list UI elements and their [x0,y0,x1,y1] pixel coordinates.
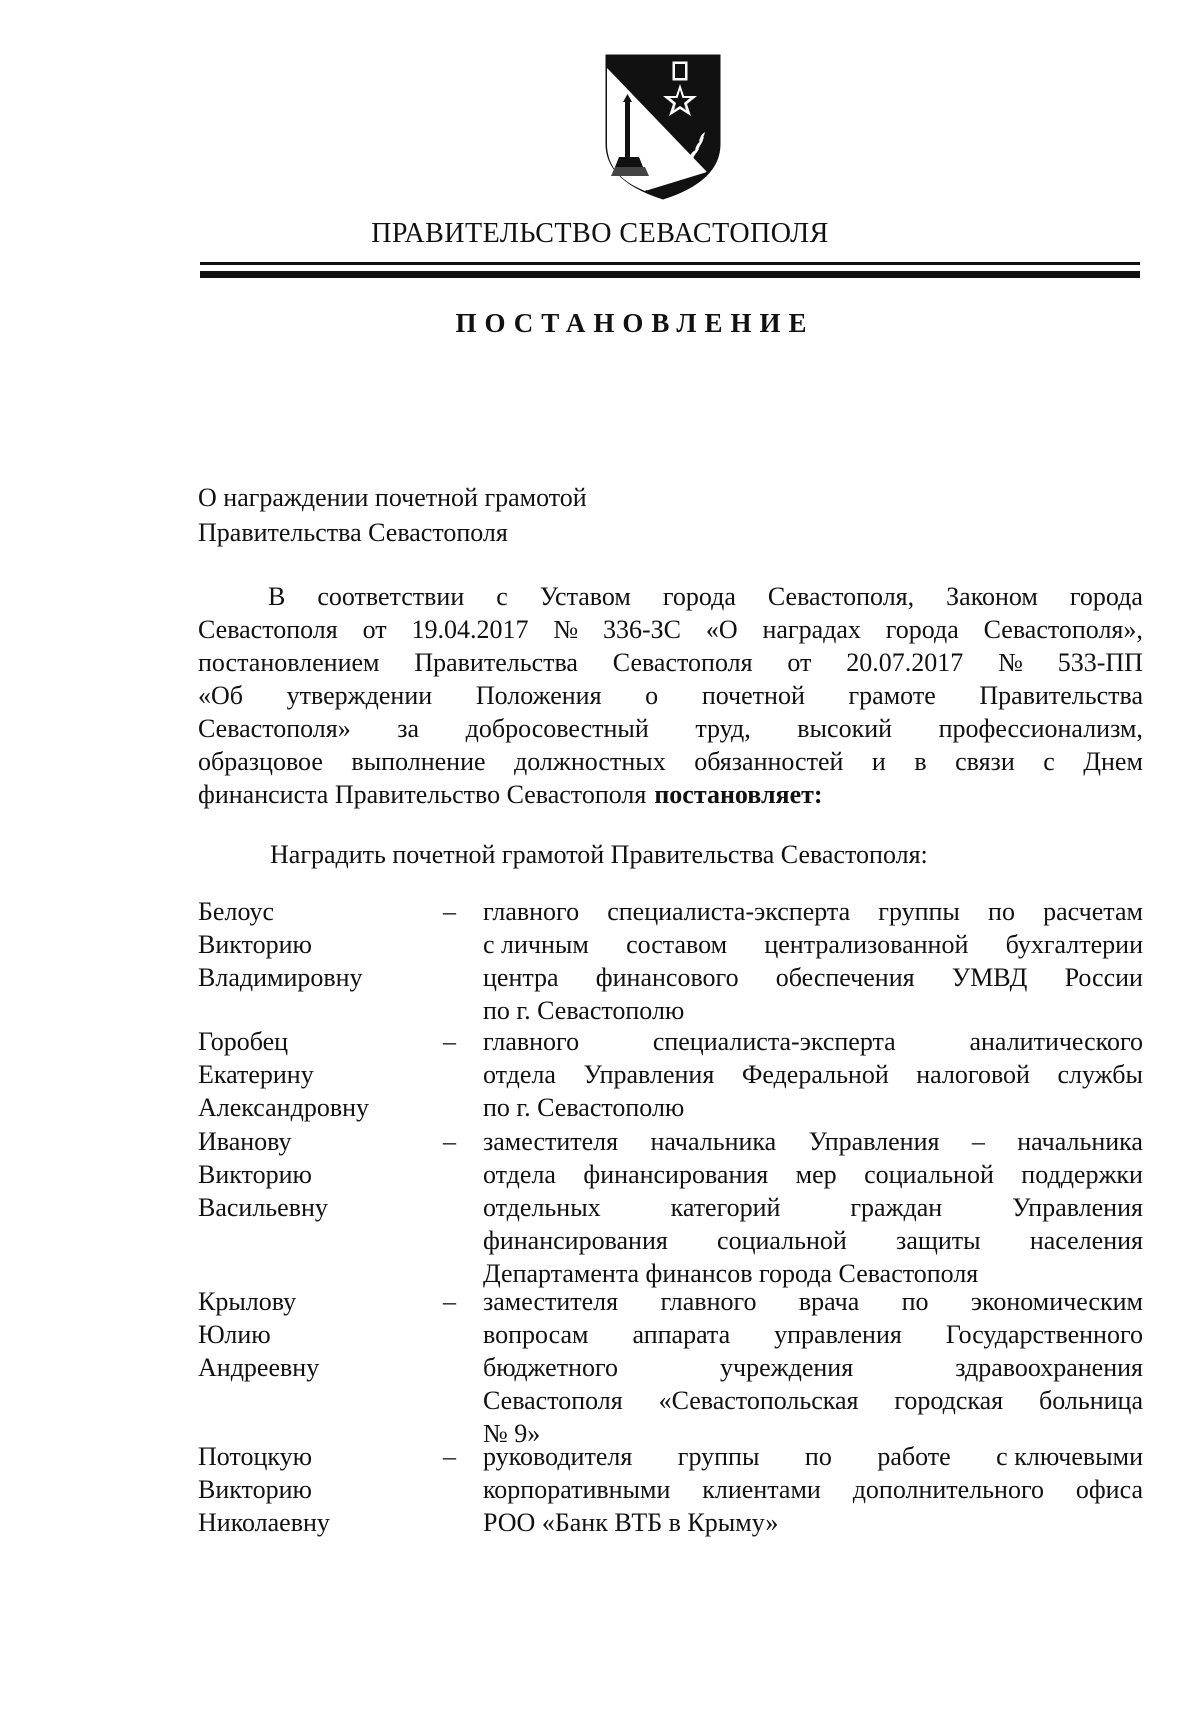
preamble-word: почетной [701,681,805,710]
preamble-word: от [362,615,387,644]
awardee-name-line: Потоцкую [198,1442,313,1471]
position-line [483,1058,1143,1091]
position-last-line: по г. Севастополю [483,996,685,1025]
position-last-line: по г. Севастополю [483,1093,685,1122]
preamble-word: В [268,582,286,611]
position-word: финансирования [583,1160,769,1189]
preamble-word: выполнение [351,747,486,776]
decree-word: постановляет: [654,780,823,809]
awardee-name-line: Екатерину [198,1060,314,1089]
position-word: офиса [1075,1475,1143,1504]
position-word: аппарата [632,1320,731,1349]
position-word: расчетам [1043,897,1143,926]
position-line [483,1025,1143,1058]
preamble-word: обязанностей [694,747,844,776]
position-line [483,1384,1143,1417]
position-last-line: № 9» [483,1419,541,1448]
position-line [483,1158,1143,1191]
position-word: по [804,1442,832,1471]
position-line [483,1318,1143,1351]
awardee-name-line: Владимировну [198,963,363,992]
position-line [483,928,1143,961]
position-word: – [971,1127,985,1156]
position-word: вопросам [483,1320,589,1349]
position-word: специалиста-эксперта [652,1027,896,1056]
awardee-position [483,1025,1143,1124]
awardee-name-line: Васильевну [198,1193,328,1222]
preamble-word: Положения [475,681,602,710]
position-word: граждан [850,1193,943,1222]
preamble-word: Севастополя» [198,714,351,743]
preamble-word: наградах [762,615,861,644]
position-word: группы [878,897,960,926]
preamble-word: связи [955,747,1015,776]
position-line [483,1224,1143,1257]
awardee-name-line: Андреевну [198,1353,320,1382]
position-word: службы [1057,1060,1143,1089]
preamble-word: 19.04.2017 [411,615,529,644]
position-word: обеспечения [775,963,915,992]
preamble-word: образцовое [198,747,323,776]
awardee-name-line: Викторию [198,1475,312,1504]
position-word: России [1064,963,1143,992]
position-word: главного [483,1027,580,1056]
awardee-position [483,1125,1143,1290]
position-line [483,1440,1143,1473]
position-word: финансового [595,963,739,992]
awardee-name [198,1125,418,1224]
position-line [483,1351,1143,1384]
preamble-word: города [662,582,736,611]
position-line [483,895,1143,928]
position-last-line: РОО «Банк ВТБ в Крыму» [483,1508,779,1537]
position-word: «Севастопольская [658,1386,859,1415]
position-word: главного [660,1287,757,1316]
position-word: клиентами [702,1475,821,1504]
position-line [483,1125,1143,1158]
header-thick-rule [200,271,1140,278]
sevastopol-coat-of-arms-icon [603,52,723,202]
position-word: аналитического [969,1027,1143,1056]
preamble-word: соответствии [317,582,465,611]
awardee-name-line: Горобец [198,1027,289,1056]
position-word: корпоративными [483,1475,671,1504]
preamble-word: профессионализм, [938,714,1143,743]
awardee-dash: – [443,1127,456,1156]
position-word: отдельных [483,1193,601,1222]
position-word: защиты [896,1226,981,1255]
position-word: налоговой [916,1060,1030,1089]
awardee-name-line: Юлию [198,1320,271,1349]
position-word: бухгалтерии [1005,930,1143,959]
position-word: дополнительного [852,1475,1044,1504]
preamble-word: Севастополя [612,648,753,677]
preamble-word: добросовестный [465,714,649,743]
position-word: Государственного [945,1320,1143,1349]
awardee-dash: – [443,1442,456,1471]
position-line [483,1473,1143,1506]
position-word: центра [483,963,559,992]
preamble-word: № [553,615,579,644]
government-title: ПРАВИТЕЛЬСТВО СЕВАСТОПОЛЯ [371,218,829,249]
preamble-line [198,712,1143,745]
preamble-word: грамоте [848,681,936,710]
awardee-position [483,1285,1143,1450]
position-word: руководителя [483,1442,633,1471]
preamble-word: постановлением [198,648,380,677]
position-word: управления [774,1320,902,1349]
preamble-word: с [496,582,508,611]
preamble-word: с [1043,747,1055,776]
preamble-text: финансиста Правительство Севастополя [198,780,647,809]
position-word: с личным [483,930,589,959]
position-word: поддержки [1021,1160,1143,1189]
preamble-line [198,745,1143,778]
position-word: больница [1038,1386,1143,1415]
preamble-word: от [787,648,812,677]
awardee-dash: – [443,897,456,926]
position-word: Федеральной [741,1060,889,1089]
awardee-position [483,1440,1143,1539]
awardee-name [198,1440,418,1539]
position-word: централизованной [764,930,969,959]
header-thin-rule [200,262,1140,265]
preamble-word: должностных [514,747,666,776]
preamble-word: города [885,615,959,644]
preamble-word: Правительства [979,681,1143,710]
position-word: учреждения [720,1353,854,1382]
position-word: Управления [1012,1193,1143,1222]
preamble-word: труд, [695,714,751,743]
position-last-line: Департамента финансов города Севастополя [483,1259,979,1288]
preamble-word: 336-ЗС [602,615,681,644]
preamble-word: за [397,714,420,743]
preamble-word: Севастополя [198,615,338,644]
preamble-line [198,646,1143,679]
awardee-name [198,895,418,994]
preamble-word: Севастополя, [767,582,915,611]
preamble-word: Правительства [414,648,578,677]
position-word: главного [483,897,580,926]
preamble-word: высокий [797,714,893,743]
position-word: с ключевыми [996,1442,1143,1471]
position-word: по [901,1287,929,1316]
position-word: финансирования [483,1226,668,1255]
preamble-word: «О [705,615,738,644]
position-word: здравоохранения [955,1353,1143,1382]
preamble-word: в [914,747,927,776]
awardee-dash: – [443,1287,456,1316]
position-word: Управления [583,1060,715,1089]
preamble-word: и [871,747,886,776]
position-word: специалиста-эксперта [607,897,851,926]
position-word: работе [877,1442,951,1471]
position-word: мер [795,1160,837,1189]
awardee-name [198,1285,418,1384]
preamble-word: Севастополя», [983,615,1143,644]
position-word: Управления [808,1127,940,1156]
position-word: городская [894,1386,1004,1415]
preamble-paragraph [198,580,1143,811]
preamble-word: Законом [946,582,1038,611]
preamble-word: 20.07.2017 [846,648,964,677]
awardee-name-line: Николаевну [198,1508,330,1537]
position-word: социальной [864,1160,994,1189]
awardee-name [198,1025,418,1124]
preamble-word: Днем [1083,747,1143,776]
position-word: УМВД [951,963,1028,992]
awardee-position [483,895,1143,1027]
award-intro: Наградить почетной грамотой Правительства Севастополя: [270,840,928,869]
position-line [483,961,1143,994]
position-word: отдела [483,1060,556,1089]
position-line [483,1285,1143,1318]
position-word: начальника [1017,1127,1143,1156]
subject-line: О награждении почетной грамотой [198,483,587,512]
preamble-line [198,613,1143,646]
preamble-word: утверждении [286,681,433,710]
preamble-word: № [998,648,1023,677]
preamble-word: Уставом [539,582,631,611]
subject-line: Правительства Севастополя [198,518,508,547]
awardee-name-line: Викторию [198,1160,312,1189]
position-word: Севастополя [483,1386,623,1415]
position-word: отдела [483,1160,556,1189]
preamble-word: города [1069,582,1143,611]
position-word: составом [626,930,728,959]
awardee-name-line: Белоус [198,897,274,926]
position-word: начальника [650,1127,777,1156]
preamble-word: о [645,681,659,710]
position-word: заместителя [483,1287,619,1316]
preamble-last-line [198,778,1143,811]
preamble-line [198,679,1143,712]
position-word: группы [677,1442,760,1471]
document-subject [198,480,587,550]
document-type-heading: ПОСТАНОВЛЕНИЕ [455,308,815,338]
position-word: категорий [670,1193,781,1222]
preamble-word: «Об [198,681,244,710]
position-word: заместителя [483,1127,619,1156]
position-line [483,1191,1143,1224]
awardee-name-line: Викторию [198,930,312,959]
position-word: бюджетного [483,1353,619,1382]
awardee-name-line: Крылову [198,1287,297,1316]
awardee-dash: – [443,1027,456,1056]
preamble-word: 533-ПП [1057,648,1143,677]
position-word: врача [798,1287,860,1316]
preamble-line [198,580,1143,613]
awardee-name-line: Александровну [198,1093,370,1122]
position-word: по [988,897,1015,926]
awardee-name-line: Иванову [198,1127,292,1156]
position-word: населения [1029,1226,1143,1255]
position-word: социальной [717,1226,847,1255]
position-word: экономическим [970,1287,1143,1316]
